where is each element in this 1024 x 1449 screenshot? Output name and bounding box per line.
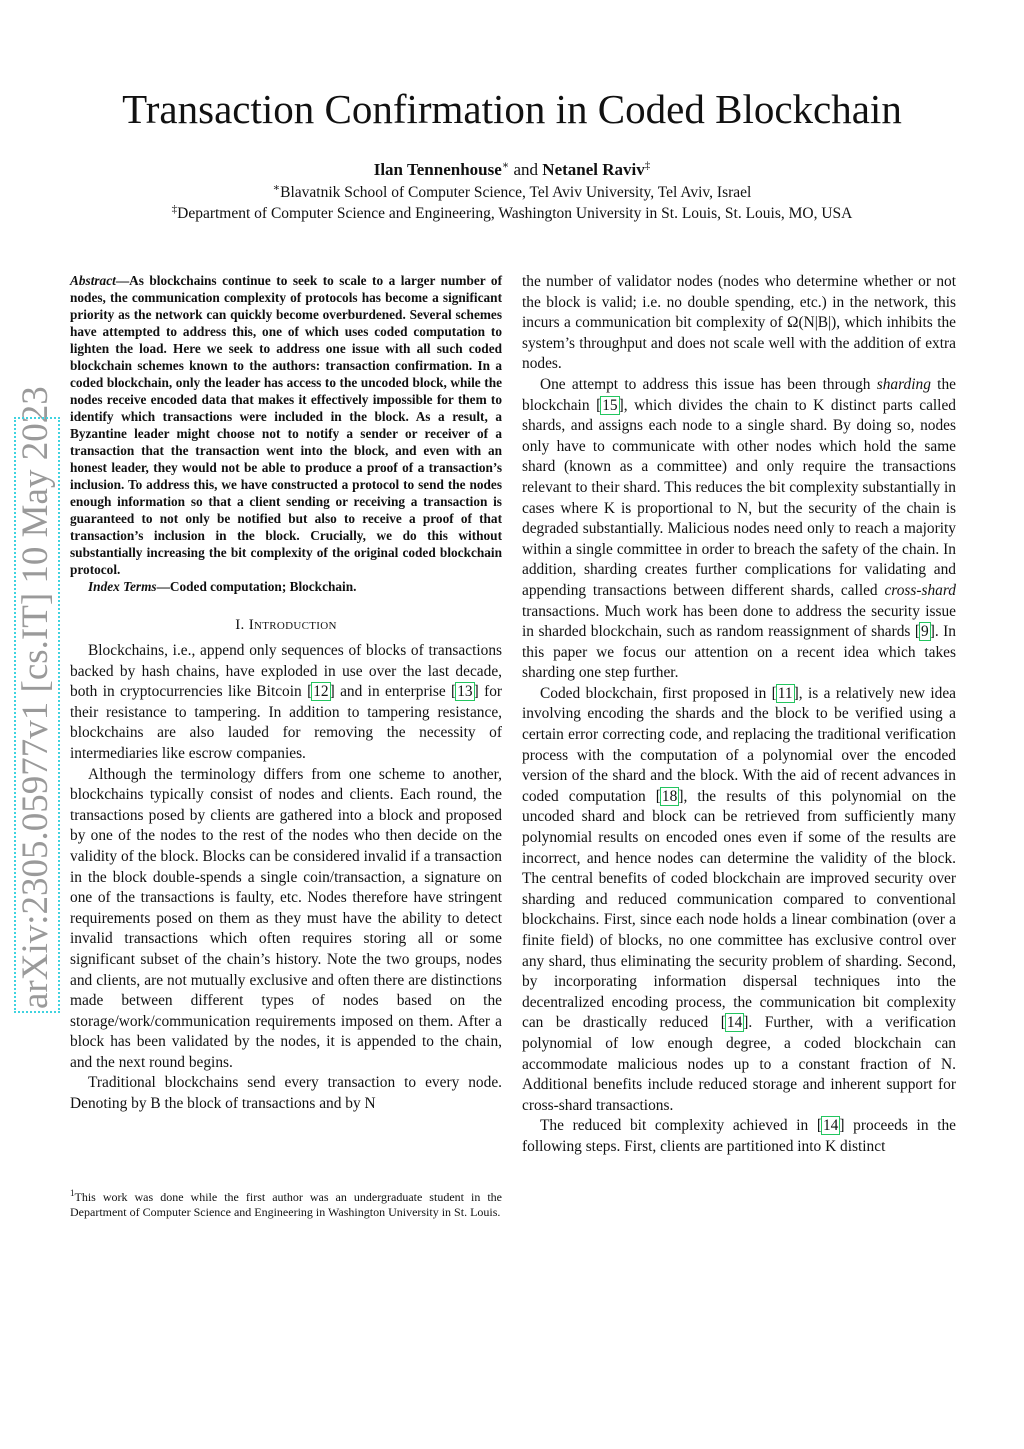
- intro-paragraph-1: [70, 641, 502, 765]
- affiliation-2: [0, 204, 1024, 224]
- author-1-name: Ilan Tennenhouse: [373, 160, 502, 179]
- affiliation-1-mark: ∗: [272, 181, 281, 194]
- text-span: ]. In this paper we focus our attention on a recent idea which takes sharding one step further.: [522, 623, 956, 682]
- intro-paragraph-3: Traditional blockchains send every transaction to every node. Denoting by B the block of transactions and by N: [70, 1074, 502, 1113]
- right-paragraph-sharding: [522, 375, 956, 684]
- text-span: The reduced bit complexity achieved in [: [540, 1117, 822, 1135]
- emphasis: sharding: [876, 375, 931, 393]
- paper-title: Transaction Confirmation in Coded Blockchain: [122, 86, 902, 132]
- text-span: Coded blockchain, first proposed in [: [540, 684, 777, 702]
- citation-link[interactable]: 9: [921, 623, 929, 641]
- footnote-text: This work was done while the first author was an undergraduate student in the Department of Computer Science and Engineering in Washington University in St. Louis.: [70, 1190, 502, 1219]
- index-terms-label: Index Terms: [88, 579, 157, 594]
- citation-link[interactable]: 14: [726, 1014, 743, 1032]
- footnote: [70, 1190, 502, 1220]
- right-paragraph-bit-complexity: [522, 1116, 956, 1157]
- abstract-label: Abstract: [70, 273, 116, 288]
- text-span: ] proceeds in the following steps. First, clients are partitioned into K distinct: [522, 1117, 957, 1155]
- footnote-mark: 1: [70, 1188, 75, 1198]
- citation-link[interactable]: 18: [661, 787, 678, 805]
- affiliation-2-mark: ‡: [171, 202, 178, 215]
- text-span: the blockchain [: [522, 375, 956, 414]
- section-number: I.: [235, 617, 245, 633]
- text-span: transactions. Much work has been done to address the security issue in sharded blockchain, such as random reassignment of shards [: [522, 602, 956, 641]
- left-column: [70, 272, 502, 1115]
- text-span: ], the results of this polynomial on the uncoded shard and block can be retrieved from sufficiently many polynomial results on encoded ones even if some of the results are incorrect, and hence nodes can determine the validity of the block. The central benefits of coded blockchain are improved security over sharding and reduced communication compared to conventional blockchains. First, since each node holds a linear combination (over a finite field) of blocks, no one committee has exclusive control over any shard, thus eliminating the security problem of sharding. Second, by incorporating information dispersal techniques into the decentralized encoding process, the communication bit complexity can be drastically reduced [: [522, 787, 956, 1032]
- text-span: ] and in enterprise [: [329, 683, 457, 701]
- text-span: ], is a relatively new idea involving encoding the shards and the block to be verified using a certain error correcting code, and replacing the traditional verification process with the computation of a polynomial over the encoded version of the shard and the block. With the aid of recent advances in coded computation [: [522, 684, 956, 805]
- author-2-mark: ‡: [644, 159, 651, 172]
- author-2-name: Netanel Raviv: [542, 160, 645, 179]
- citation-link[interactable]: 12: [313, 683, 329, 701]
- emphasis: cross-shard: [884, 581, 956, 599]
- citation-link[interactable]: 11: [777, 684, 793, 702]
- author-line: [0, 159, 1024, 181]
- text-span: ], which divides the chain to K distinct parts called shards, and assigns each node to a single shard. By doing so, nodes only have to communicate with other nodes which hold the same shard (known as a committee) and only require the transactions relevant to their shard. This reduces the bit complexity substantially in cases where K is proportional to N, but the security of the chain is degraded substantially. Malicious nodes need only to reach a majority within a single committee in order to breach the safety of the chain. In addition, sharding creates further complications for validating and appending transactions between different shards, called: [522, 396, 956, 599]
- abstract: [70, 272, 502, 578]
- author-1-mark: ∗: [501, 159, 510, 172]
- affiliation-2-text: Department of Computer Science and Engineering, Washington University in St. Louis, St. Louis, MO, USA: [177, 205, 853, 222]
- index-terms-text: —Coded computation; Blockchain.: [156, 579, 357, 594]
- affiliation-1: [0, 183, 1024, 203]
- citation-link[interactable]: 13: [457, 683, 473, 701]
- abstract-text: —As blockchains continue to seek to scale to a larger number of nodes, the communication complexity of protocols has become a significant priority as the network can quickly become overburdened. Several schemes have attempted to address this, one of which uses coded computation to lighten the load. Here we seek to address one issue with all such coded blockchain schemes known to the authors: transaction confirmation. In a coded blockchain, only the leader has access to the uncoded block, while the nodes receive encoded data that makes it effectively impossible for them to identify which transactions were included in the block. As a result, a Byzantine leader might choose not to notify a sender or receiver of a transaction that the transaction went into the block, and even with an honest leader, they would not be able to produce a proof of a transaction’s inclusion. To address this, we have constructed a protocol to send the nodes enough information so that a client sending or receiving a transaction is guaranteed to not only be notified but also to receive a proof of that transaction’s inclusion in the block. Crucially, we do this without substantially increasing the bit complexity of the original coded blockchain protocol.: [70, 273, 502, 577]
- arxiv-stamp[interactable]: [12, 386, 62, 1015]
- right-column: [522, 272, 956, 1158]
- text-span: Blockchains, i.e., append only sequences of blocks of transactions backed by hash chains, have exploded in use over the last decade, both in cryptocurrencies like Bitcoin [: [70, 642, 502, 701]
- citation-link[interactable]: 15: [602, 396, 618, 414]
- text-span: ]. Further, with a verification polynomial of low enough degree, a coded blockchain can accommodate malicious nodes up to a constant fraction of N. Additional benefits include reduced storage and inherent support for cross-shard transactions.: [522, 1014, 956, 1114]
- section-title: Introduction: [248, 617, 337, 633]
- text-span: ] for their resistance to tampering. In addition to tampering resistance, blockchains are also lauded for removing the necessity of intermediaries like escrow companies.: [70, 683, 503, 762]
- arxiv-stamp-text[interactable]: arXiv:2305.05977v1 [cs.IT] 10 May 2023: [15, 386, 56, 1009]
- right-paragraph-coded-blockchain: [522, 684, 956, 1116]
- right-paragraph-continued: the number of validator nodes (nodes who determine whether or not the block is valid; i.e. no double spending, etc.) in the network, this incurs a communication bit complexity of Ω(N|B|), which inhibits the system’s throughput and does not scale well with the addition of extra nodes.: [522, 273, 956, 373]
- intro-paragraph-2: Although the terminology differs from one scheme to another, blockchains typically consist of nodes and clients. Each round, the transactions posed by clients are gathered into a block and proposed by one of the nodes to the rest of the nodes who then decide on the validity of the block. Blocks can be considered invalid if a transaction in the block double-spends a single coin/transaction, a signature on one of the transactions is faulty, etc. Nodes therefore have stringent requirements posed on them as they must have the ability to detect invalid transactions which often requires storing all or some significant subset of the chain’s history. Note the two groups, nodes and clients, are not mutually exclusive and often there are distinctions made between different types of nodes based on the storage/work/communication requirements imposed on them. After a block has been validated by the nodes, it is appended to the chain, and the next round begins.: [70, 765, 502, 1071]
- text-span: One attempt to address this issue has been through: [540, 375, 877, 393]
- citation-link[interactable]: 14: [822, 1117, 839, 1135]
- affiliation-1-text: Blavatnik School of Computer Science, Tel Aviv University, Tel Aviv, Israel: [280, 184, 752, 201]
- author-conjunction: and: [513, 160, 539, 179]
- section-heading-introduction: [70, 615, 502, 635]
- index-terms: [70, 578, 502, 595]
